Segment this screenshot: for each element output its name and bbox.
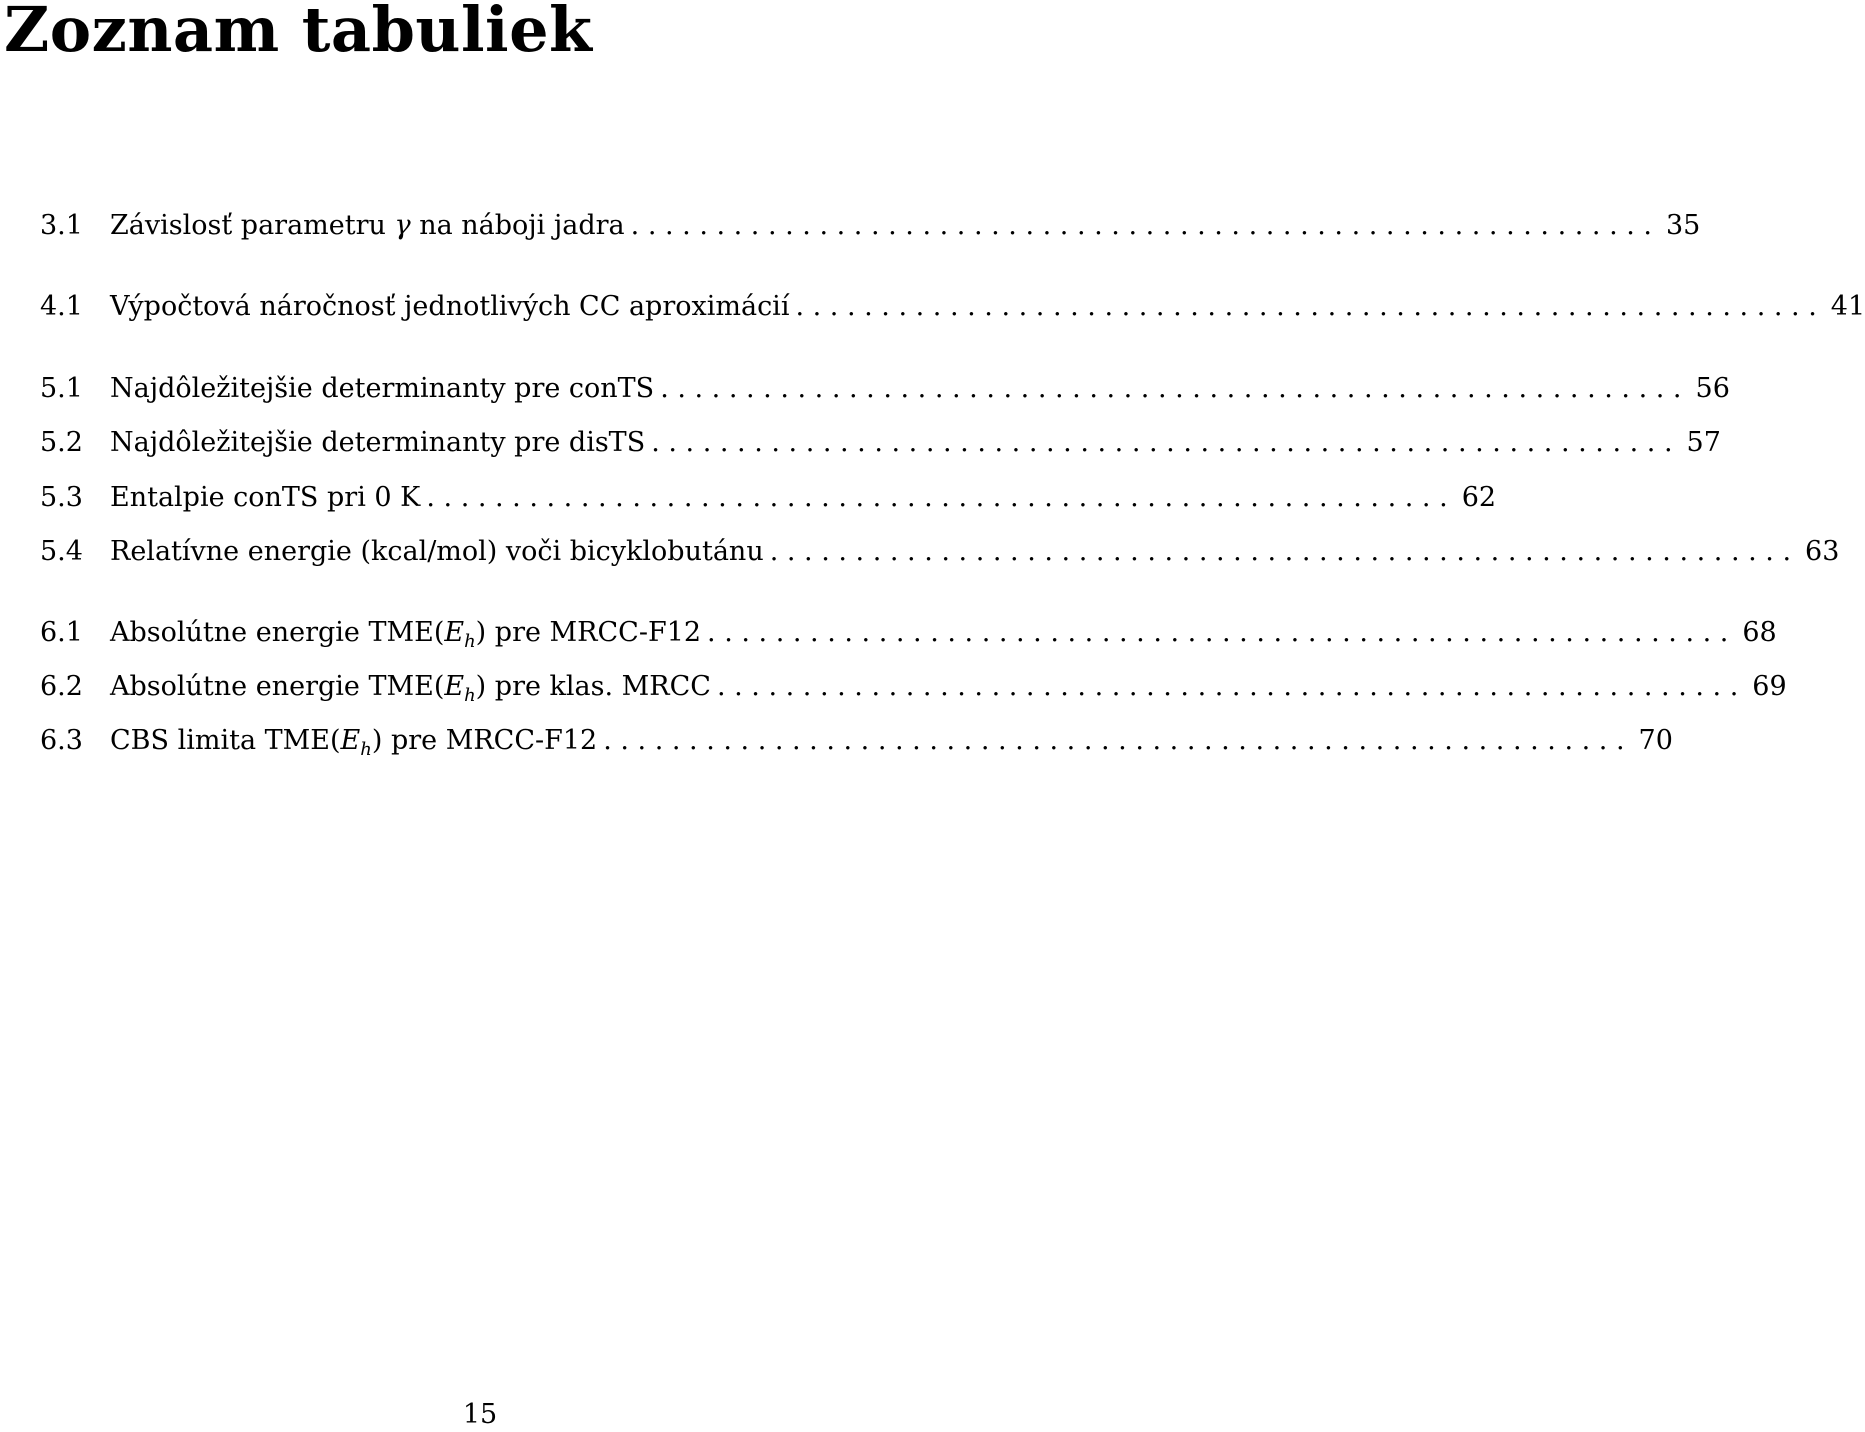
entry-math-subscript: h [464,685,476,706]
dot-leader: . . . . . . . . . . . . . . . . . . . . . . . . . . . . . . . . . . . . . . . . . . . . . . . . . . . . . . . . . . . . [795,291,1817,322]
entry-title: Absolútne energie $TME(E_h)$ pre klas. MRCC [110,671,711,706]
dot-leader: . . . . . . . . . . . . . . . . . . . . . . . . . . . . . . . . . . . . . . . . . . . . . . . . . . . . . . . . . . . . [707,617,1729,648]
dot-leader: . . . . . . . . . . . . . . . . . . . . . . . . . . . . . . . . . . . . . . . . . . . . . . . . . . . . . . . . . . . . [769,536,1792,567]
dot-leader: . . . . . . . . . . . . . . . . . . . . . . . . . . . . . . . . . . . . . . . . . . . . . . . . . . . . . . . . . . . . [660,373,1682,404]
entry-title: Najdôležitejšie determinanty pre conTS [110,373,655,404]
entry-title: Absolútne energie $TME(E_h)$ pre MRCC-F12 [110,617,702,652]
entry-number: 4.1 [40,291,83,322]
list-entry-6-1[interactable] [40,613,1777,653]
list-entry-4-1[interactable] [40,287,1865,327]
entry-number: 5.4 [40,536,83,567]
entry-math-symbol: E [444,617,465,648]
entry-page-number: 69 [1752,671,1787,702]
dot-leader: . . . . . . . . . . . . . . . . . . . . . . . . . . . . . . . . . . . . . . . . . . . . . . . . . . . . . . . . . . . . [426,482,1448,513]
entry-math-symbol: E [340,725,361,756]
entry-page-number: 57 [1686,427,1721,458]
entry-math-subscript: h [464,631,476,652]
list-entry-5-3[interactable] [40,478,1497,518]
list-entry-5-4[interactable] [40,532,1840,572]
entry-page-number: 35 [1665,210,1701,241]
list-entry-3-1[interactable] [40,206,1701,246]
entry-title: Relatívne energie (kcal/mol) voči bicyklobutánu [110,536,764,567]
list-entry-6-3[interactable] [40,721,1673,761]
entry-number: 3.1 [40,210,83,241]
entry-page-number: 68 [1742,617,1777,648]
dot-leader: . . . . . . . . . . . . . . . . . . . . . . . . . . . . . . . . . . . . . . . . . . . . . . . . . . . . . . . . . . . . [603,725,1625,756]
list-entry-5-2[interactable] [40,423,1721,463]
page-title: Zoznam tabuliek [4,0,593,66]
entry-page-number: 41 [1830,291,1865,322]
entry-page-number: 62 [1461,482,1497,513]
list-entry-6-2[interactable] [40,667,1787,707]
entry-page-number: 63 [1805,536,1840,567]
footer-page-number: 15 [462,1399,498,1430]
entry-number: 5.2 [40,427,83,458]
entry-title: Závislosť parametru γ na náboji jadra [110,210,625,241]
entry-page-number: 56 [1695,373,1730,404]
entry-math-symbol: E [444,671,465,702]
dot-leader: . . . . . . . . . . . . . . . . . . . . . . . . . . . . . . . . . . . . . . . . . . . . . . . . . . . . . . . . . . . . [630,210,1652,241]
entry-title: Entalpie conTS pri 0 K [110,482,421,513]
dot-leader: . . . . . . . . . . . . . . . . . . . . . . . . . . . . . . . . . . . . . . . . . . . . . . . . . . . . . . . . . . . . [651,427,1673,458]
entry-number: 5.1 [40,373,83,404]
entry-number: 6.3 [40,725,83,756]
entry-number: 5.3 [40,482,83,513]
entry-math-symbol: γ [394,210,411,241]
entry-number: 6.1 [40,617,83,648]
entry-title: CBS limita $TME(E_h)$ pre MRCC-F12 [110,725,598,760]
entry-page-number: 70 [1638,725,1673,756]
list-entry-5-1[interactable] [40,369,1730,409]
entry-number: 6.2 [40,671,83,702]
entry-title: Najdôležitejšie determinanty pre disTS [110,427,646,458]
entry-title: Výpočtová náročnosť jednotlivých CC aproximácií [110,291,790,322]
entry-math-subscript: h [360,739,372,760]
dot-leader: . . . . . . . . . . . . . . . . . . . . . . . . . . . . . . . . . . . . . . . . . . . . . . . . . . . . . . . . . . . . [716,671,1739,702]
